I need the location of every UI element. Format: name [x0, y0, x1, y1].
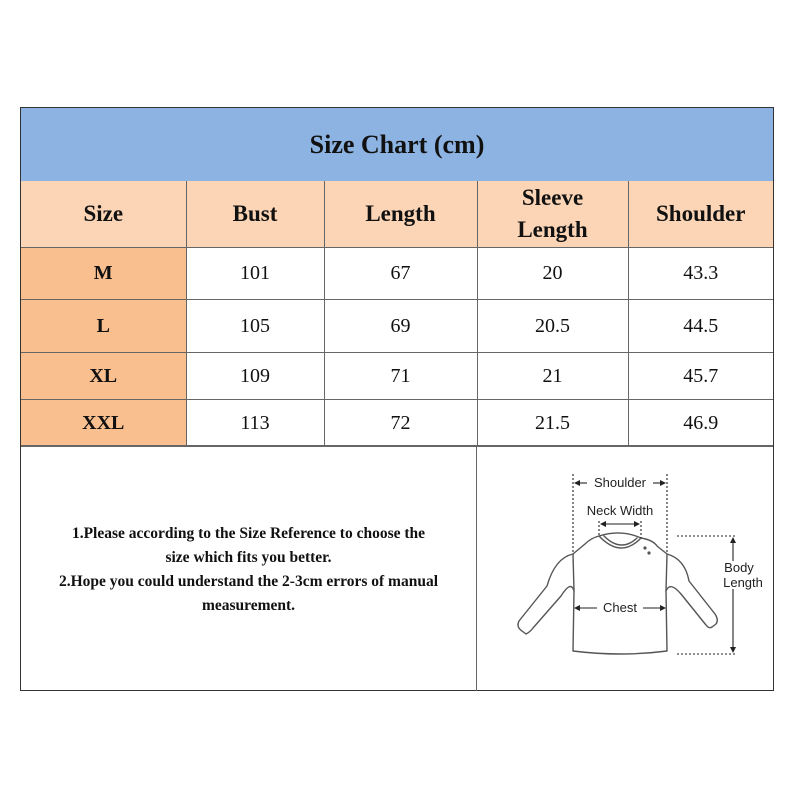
size-cell: L	[21, 300, 186, 353]
header-bust: Bust	[186, 181, 324, 248]
header-size: Size	[21, 181, 186, 248]
size-table	[21, 181, 773, 447]
table-header-row	[21, 181, 773, 248]
table-row	[21, 353, 773, 400]
shoulder-cell: 43.3	[628, 248, 773, 300]
shoulder-label: Shoulder	[593, 475, 647, 490]
bust-cell: 105	[186, 300, 324, 353]
header-length: Length	[324, 181, 477, 248]
table-row	[21, 400, 773, 447]
note-line: 1.Please according to the Size Reference to choose the	[71, 524, 426, 542]
size-cell: XXL	[21, 400, 186, 447]
shoulder-cell: 45.7	[628, 353, 773, 400]
length-cell: 72	[324, 400, 477, 447]
shoulder-cell: 44.5	[628, 300, 773, 353]
length-cell: 71	[324, 353, 477, 400]
length-cell: 69	[324, 300, 477, 353]
info-section	[21, 445, 773, 691]
bust-cell: 101	[186, 248, 324, 300]
sweater-diagram-icon	[477, 446, 773, 691]
note-line: measurement.	[201, 596, 296, 614]
sleeve-length-cell: 21.5	[477, 400, 628, 447]
header-sleeve-length: Sleeve Length	[477, 181, 628, 248]
size-cell: M	[21, 248, 186, 300]
chart-title: Size Chart (cm)	[21, 108, 773, 182]
size-chart	[20, 107, 774, 691]
sleeve-length-cell: 20.5	[477, 300, 628, 353]
note-line: 2.Hope you could understand the 2-3cm errors of manual	[58, 572, 439, 590]
bust-cell: 113	[186, 400, 324, 447]
length-label: Length	[723, 575, 763, 590]
chest-label: Chest	[603, 600, 637, 615]
sleeve-length-cell: 20	[477, 248, 628, 300]
header-shoulder: Shoulder	[628, 181, 773, 248]
body-label: Body	[724, 560, 754, 575]
bust-cell: 109	[186, 353, 324, 400]
note-line: size which fits you better.	[165, 548, 332, 566]
measurement-diagram	[477, 446, 773, 691]
neck-width-label: Neck Width	[586, 503, 654, 518]
sleeve-length-cell: 21	[477, 353, 628, 400]
notes-panel	[21, 446, 477, 691]
table-row	[21, 248, 773, 300]
shoulder-cell: 46.9	[628, 400, 773, 447]
length-cell: 67	[324, 248, 477, 300]
table-row	[21, 300, 773, 353]
size-cell: XL	[21, 353, 186, 400]
